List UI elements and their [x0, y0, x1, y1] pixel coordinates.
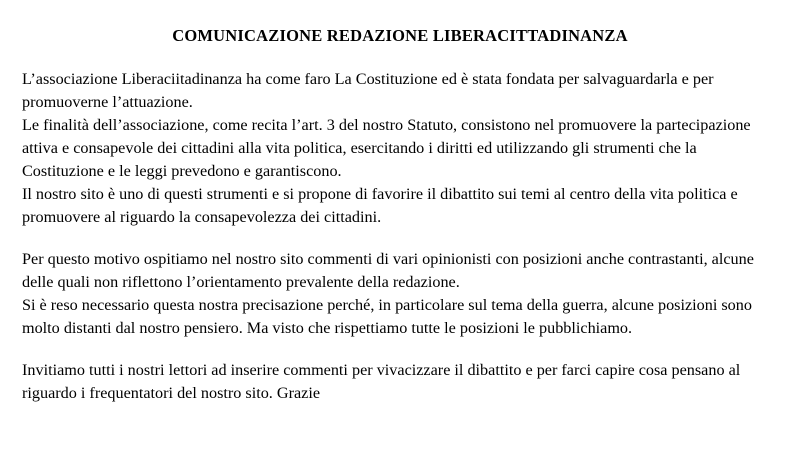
paragraph-4: Per questo motivo ospitiamo nel nostro sito commenti di vari opinionisti con posizioni anche contrastanti, alcune delle quali non riflettono l’orientamento prevalente della redazione.	[22, 249, 754, 291]
paragraph-gap-1	[22, 229, 778, 248]
document-body	[22, 68, 778, 405]
paragraph-6: Invitiamo tutti i nostri lettori ad inserire commenti per vivacizzare il dibattito e per farci capire cosa pensano al riguardo i frequentatori del nostro sito. Grazie	[22, 360, 741, 402]
paragraph-gap-2	[22, 340, 778, 359]
paragraph-2: Le finalità dell’associazione, come recita l’art. 3 del nostro Statuto, consistono nel promuovere la partecipazione attiva e consapevole dei cittadini alla vita politica, esercitando i diritti ed utilizzando gli strumenti che la Costituzione e le leggi prevedono e garantiscono.	[22, 115, 751, 180]
page-title: COMUNICAZIONE REDAZIONE LIBERACITTADINANZA	[172, 26, 628, 45]
paragraph-5: Si è reso necessario questa nostra precisazione perché, in particolare sul tema della guerra, alcune posizioni sono molto distanti dal nostro pensiero. Ma visto che rispettiamo tutte le posizioni le pubblichiamo.	[22, 295, 752, 337]
paragraph-3: Il nostro sito è uno di questi strumenti e si propone di favorire il dibattito sui temi al centro della vita politica e promuovere al riguardo la consapevolezza dei cittadini.	[22, 184, 738, 226]
paragraph-1: L’associazione Liberaciitadinanza ha come faro La Costituzione ed è stata fondata per salvaguardarla e per promuoverne l’attuazione.	[22, 69, 714, 111]
